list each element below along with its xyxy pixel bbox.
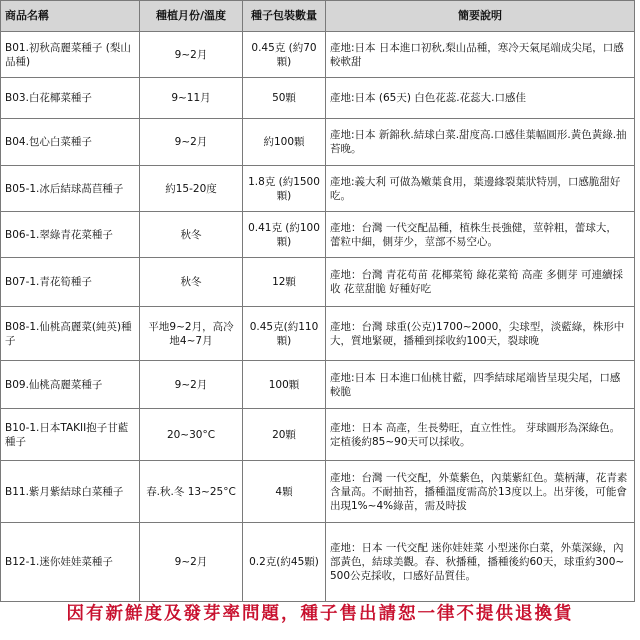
planting-season: 秋冬 — [140, 212, 243, 258]
planting-season: 9~2月 — [140, 119, 243, 166]
description: 產地:義大利 可做為嫩葉食用，葉邊緣裂葉狀特別，口感脆甜好吃。 — [326, 166, 635, 212]
package-quantity: 0.45克(約110顆) — [243, 307, 326, 361]
product-name: B07-1.青花筍種子 — [1, 258, 140, 307]
package-quantity: 100顆 — [243, 361, 326, 409]
description: 產地：台灣 一代交配品種，植株生長強健，莖幹粗，蕾球大， 蕾粒中細，側芽少，莖部不易空心。 — [326, 212, 635, 258]
table-row — [1, 461, 635, 523]
product-name: B12-1.迷你娃娃菜種子 — [1, 523, 140, 602]
table-row — [1, 409, 635, 461]
planting-season: 春.秋.冬 13~25°C — [140, 461, 243, 523]
table-row — [1, 212, 635, 258]
description: 產地:日本 (65天) 白色花蕊.花蕊大.口感佳 — [326, 78, 635, 119]
planting-season: 約15-20度 — [140, 166, 243, 212]
planting-season: 20~30°C — [140, 409, 243, 461]
table-row — [1, 32, 635, 78]
table-row — [1, 166, 635, 212]
description: 產地:日本 新錦秋.結球白菜.甜度高.口感佳葉幅圓形.黃色黃綠.抽苔晚。 — [326, 119, 635, 166]
table-row — [1, 258, 635, 307]
product-name: B08-1.仙桃高麗菜(純英)種子 — [1, 307, 140, 361]
table-row — [1, 523, 635, 602]
table-row — [1, 361, 635, 409]
product-name: B09.仙桃高麗菜種子 — [1, 361, 140, 409]
table-header-row — [1, 1, 635, 32]
planting-season: 9~11月 — [140, 78, 243, 119]
package-quantity: 4顆 — [243, 461, 326, 523]
description: 產地:日本 日本進口仙桃甘藍，四季結球尾端皆呈現尖尾，口感較脆 — [326, 361, 635, 409]
description: 產地:日本 日本進口初秋,梨山品種，寒冷天氣尾端成尖尾，口感較軟甜 — [326, 32, 635, 78]
package-quantity: 50顆 — [243, 78, 326, 119]
description: 產地：台灣 一代交配，外葉紫色，內葉紫紅色。葉柄薄，花青素含量高。不耐抽苔，播種溫度需高於13度以上。出芽後，可能會出現1%~4%綠苗，需及時拔 — [326, 461, 635, 523]
table-row — [1, 307, 635, 361]
description: 產地：台灣 球重(公克)1700~2000，尖球型，淡藍綠，株形中大，質地緊硬，播種到採收約100天，裂球晚 — [326, 307, 635, 361]
product-name: B06-1.翠綠青花菜種子 — [1, 212, 140, 258]
header-description: 簡要說明 — [326, 1, 635, 32]
table-row — [1, 78, 635, 119]
product-name: B01.初秋高麗菜種子 (梨山品種) — [1, 32, 140, 78]
product-name: B03.白花椰菜種子 — [1, 78, 140, 119]
header-product-name: 商品名稱 — [1, 1, 140, 32]
package-quantity: 20顆 — [243, 409, 326, 461]
description: 產地：日本 高產，生長勢旺，直立性性。 芽球圓形為深綠色。 定植後約85~90天可以採收。 — [326, 409, 635, 461]
product-name: B05-1.冰后結球萵苣種子 — [1, 166, 140, 212]
package-quantity: 約100顆 — [243, 119, 326, 166]
package-quantity: 1.8克 (約1500顆) — [243, 166, 326, 212]
package-quantity: 0.41克 (約100顆) — [243, 212, 326, 258]
planting-season: 9~2月 — [140, 32, 243, 78]
header-package-quantity: 種子包裝數量 — [243, 1, 326, 32]
product-name: B11.紫月紫結球白菜種子 — [1, 461, 140, 523]
planting-season: 平地9~2月，高冷地4~7月 — [140, 307, 243, 361]
package-quantity: 12顆 — [243, 258, 326, 307]
package-quantity: 0.2克(約45顆) — [243, 523, 326, 602]
description: 產地：日本 一代交配 迷你娃娃菜 小型迷你白菜，外葉深綠，內部黃色，結球美觀。春、秋播種，播種後約60天，球重約300~500公克採收，口感好品質佳。 — [326, 523, 635, 602]
table-row — [1, 119, 635, 166]
description: 產地：台灣 青花苟苗 花椰菜筍 綠花菜筍 高產 多側芽 可連續採收 花莖甜脆 好種好吃 — [326, 258, 635, 307]
planting-season: 秋冬 — [140, 258, 243, 307]
no-return-notice: 因有新鮮度及發芽率問題，種子售出請恕一律不提供退換貨 — [66, 604, 574, 624]
planting-season: 9~2月 — [140, 361, 243, 409]
planting-season: 9~2月 — [140, 523, 243, 602]
product-name: B10-1.日本TAKII抱子甘藍種子 — [1, 409, 140, 461]
package-quantity: 0.45克 (約70顆) — [243, 32, 326, 78]
header-planting-season: 種植月份/溫度 — [140, 1, 243, 32]
product-name: B04.包心白菜種子 — [1, 119, 140, 166]
